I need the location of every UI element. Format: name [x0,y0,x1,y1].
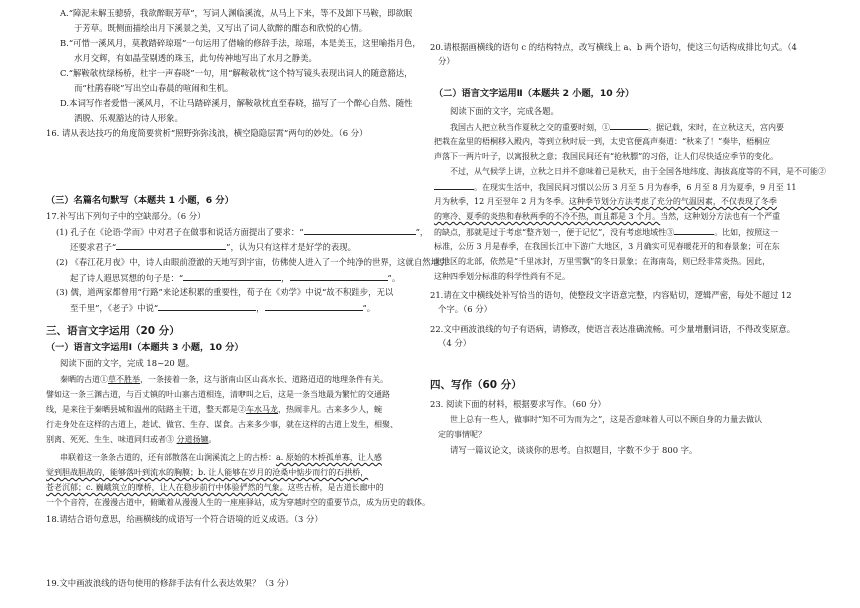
question-22: 22.文中画波浪线的句子有语病，请修改，使语言表达准确流畅。可少量增删词语，不得改变原意。 [430,324,796,334]
option-d-line1: D.本词写作者爱惜一溪风月，不让马踏碎溪月，解鞍欹枕直至春晓，描写了一个醉心自然、随性 [60,98,413,108]
reading-line7 [434,211,780,222]
passage1-line2: 譬如这一条三渊古道，与百丈镇的叶山寨古道相连，清咿叫之后，这是一条当地最为繁忙的交通路 [46,390,390,399]
passage2-line1 [60,452,382,463]
passage-text: 。 [208,435,217,444]
option-b-line2: 水月交辉，有如晶莹剔透的珠玉，此句传神地写出了水月之静美。 [74,53,317,63]
q17-item1-text: (1) 孔子在《论语·学而》中对君子在做事和说话方面提出了要求：“ [56,227,304,237]
passage1-line4: 行走身处在这样的古道上，趁试、做官、生存、谋食。古来多少事，就在这样的古道上发生，相聚、 [46,420,398,429]
option-a-line2: 于芳草。既侧面描绘出月下溪景之美，又写出了词人欲醉的酣态和欣悦的心情。 [74,23,368,33]
q17-item3b-mid: ， [256,303,265,313]
reading-intro-2: 阅读下面的文字，完成各题。 [450,106,559,116]
underlined-idiom: 分道扬镳 [176,435,209,444]
question-16: 16. 请从表达技巧的角度简要赏析“照野弥弥浅浪，横空隐隐层霄”两句的妙处。（6 分） [46,128,368,138]
passage-text: 的缺点，那就是过于考虑“整齐划一，便于记忆”，没有考虑地域性③ [434,228,675,237]
passage-text: ，一条接着一条，这与浙南山区山高水长、道路迢迢的地理条件有关。 [140,375,388,384]
reading-line8 [434,226,778,238]
q17-item2-line2 [70,272,400,284]
section-2-title: （二）语言文字运用Ⅱ（本题共 2 小题，10 分） [434,88,635,99]
passage2-line2: 觉到胆战胆战的，能够落叶到流水的胸膜；b. 让人能够在岁月的沧桑中惦步而行的石拱桥， [46,468,369,477]
q17-item1b-end: ”，认为只有这样才是好学的表现。 [226,242,357,252]
underlined-idiom: 车水马龙 [246,405,278,414]
passage2-line3 [46,482,384,493]
q17-item2b-end: ”。 [387,273,401,283]
answer-blank[interactable] [304,226,416,235]
answer-blank[interactable] [610,121,648,130]
question-17: 17.补写出下列句子中的空缺部分。（6 分） [46,211,206,221]
passage-text: 月为秋季，12 月至翌年 2 月为冬季。 [434,197,569,206]
passage1-line1 [60,374,388,385]
passage-text: 当然，这种划分方法也有一个严重 [660,212,781,221]
reading-line11: 这种四季划分标准的科学性尚有不足。 [434,272,570,281]
material-line1: 世上总有一些人，做事时“知不可为而为之”，这是否意味着人可以不顾自身的力量去做认 [450,415,763,424]
passage-text: ，热闹非凡。古来多少人，蜿 [278,405,382,414]
reading-intro: 阅读下面的文字，完成 18~20 题。 [60,358,195,368]
answer-blank[interactable] [116,241,226,250]
question-18: 18.请结合语句意思，给画横线的成语写一个符合语境的近义成语。（3 分） [46,514,323,524]
passage-text: 线，是来往于秦晒县城和温州的陆路主干道，整天都是② [46,405,246,414]
passage2-line4: 一个个音符，在漫漫古道中，俯瞰着从漫漫人生的一座座驿站，成为穿越时空的重要节点，成为历史的载体。 [46,498,430,507]
option-c-line1: C.“解鞍欹枕绿杨桥，杜宇一声春晓”一句，用“解鞍欹枕”这个特写镜头表现出词人的随意豁达， [60,68,413,78]
passage-text: 这些古桥，是古道长廊中的 [287,483,384,492]
reading-line2: 把栽在盆里的梧桐移入殿内，等到立秋时辰一到，太史官便高声奏道：“秋来了！”奏毕，梧桐应 [434,137,771,146]
q17-item1b-text: 还要求君子“ [70,242,117,252]
q17-item1-line1 [56,226,428,238]
passage-text: 秦晒的古道① [60,375,108,384]
q17-item2b-mid: ， [281,273,290,283]
writing-requirement: 请写一篇议论文，谈谈你的思考。自拟题目，字数不少于 800 字。 [450,445,698,455]
passage-text: 。比如，按照这一 [714,228,779,237]
question-23: 23. 阅读下面的材料，根据要求写作。（60 分） [430,399,606,409]
left-column [30,0,448,608]
wavy-sentence: 这种季节划分方法考虑了充分的气温因素，不仅表现了冬季 [568,197,777,206]
q17-item1-line2 [70,241,356,253]
reading-line3: 声落下一两片叶子，以寓报秋之意；我国民间还有“抢秋膘”的习俗，让人们尽快适应季节的变化。 [434,152,779,161]
question-21-cont: 个字。（6 分） [438,304,493,314]
wavy-sentence: a. 原始的木桥孤单寡，让人感 [276,453,382,462]
question-22-cont: （4 分） [438,338,472,348]
answer-blank[interactable] [674,226,714,235]
right-column [430,0,830,608]
q17-item2b-text: 起了诗人遐思冥想的句子是：“ [70,273,184,283]
passage-text: 串联着这一条条古道的，还有部散落在山涧溪流之上的古桥： [60,453,276,462]
material-line2: 定的事情呢？ [438,430,486,439]
option-d-line2: 洒脱、乐观豁达的诗人形象。 [74,113,183,123]
answer-blank[interactable] [183,272,281,281]
reading-line4: 不过，从气候学上讲，立秋之日并不意味着已是秋天，由于全国各地纬度、海拔高度等的不同，是不可能② [450,167,826,176]
passage-text: 我国古人把立秋当作夏秋之交的重要时刻，① [450,123,610,132]
reading-line9: 标准，公历 3 月是春季，在我国长江中下游广大地区，3 月确实可见春暖花开的和春景象；可在东 [434,242,780,251]
wavy-sentence: 的寒冷、夏季的炎热和春秋两季的不冷不热，而且都是 3 个月。 [434,212,661,221]
q17-item3b-text: 至千里”，《老子》中说“ [70,303,159,313]
passage-text: 。在现实生活中，我国民间习惯以公历 3 月至 5 月为春季，6 月至 8 月为夏季，9 月至 11 [474,183,797,192]
wavy-sentence: 苍老沉郁；c. 巍峨筑立的摩桥，让人在稳步前行中体验俨然的气象。 [46,483,288,492]
q17-item3-line1: (3) 儒，道两家都曾用“行路”来论述积累的重要性，荀子在《劝学》中说“故不积跬步，无以 [56,287,394,297]
q17-item1-end: ”， [415,227,429,237]
option-c-line2: 而“杜鹃春晓”写出空山春晨的喧闹和生机。 [74,83,234,93]
answer-blank[interactable] [290,272,388,281]
option-b-line1: B.“可惜一溪风月，莫教踏碎琼瑶”一句运用了借喻的修辞手法，琼瑶，本是美玉，这里喻指月色， [60,38,421,48]
question-21: 21.请在文中横线处补写恰当的语句，使整段文字语意完整，内容贴切，逻辑严密，每处不超过 12 [430,290,792,300]
passage-text: 别离、死死、生生、味道同归或者③ [46,435,177,444]
option-a-line1: A.“障泥未解玉骢骄，我欲醉眠芳草”，写词人渊临溪流，从马上下来，等不及卸下马鞍，即欲眠 [60,8,413,18]
q17-item3b-end: ”。 [362,303,376,313]
q17-item3-line2 [70,302,375,314]
q17-item2-line1: (2) 《春江花月夜》中，诗人由眼前澄澈的天地写到宇宙，仿佛使人进入了一个纯净的世界，这就自然地引 [56,257,448,267]
question-20: 20.请根据画横线的语句 c 的结构特点，改写横线上 a、b 两个语句，使这三句话构成排比句式。（4 [430,42,797,52]
reading-line10: 北地区的北部，依然是“千里冰封，万里雪飘”的冬日景象；在海南岛，则已经非常炎热。因此， [434,257,771,266]
underlined-idiom: 草不胜举 [108,375,140,384]
passage-text: 。据记载，宋时，在立秋这天，宫内要 [648,123,784,132]
question-19: 19.文中画波浪线的语句使用的修辞手法有什么表达效果？（3 分） [46,578,294,588]
passage1-line5 [46,434,217,445]
part-4-title: 四、写作（60 分） [430,379,522,391]
question-20-cont: 分） [438,56,455,66]
reading-line5 [434,181,797,193]
answer-blank[interactable] [158,302,256,311]
part-3-title: 三、语言文字运用（20 分） [46,325,180,337]
reading-line6 [434,196,777,207]
answer-blank[interactable] [434,181,474,190]
reading-line1 [450,121,784,133]
section-3-title: （三）名篇名句默写（本题共 1 小题，6 分） [46,195,234,206]
part-3-subtitle: （一）语言文字运用Ⅰ（本题共 3 小题，10 分） [46,342,244,353]
answer-blank[interactable] [265,302,363,311]
passage1-line3 [46,404,382,415]
